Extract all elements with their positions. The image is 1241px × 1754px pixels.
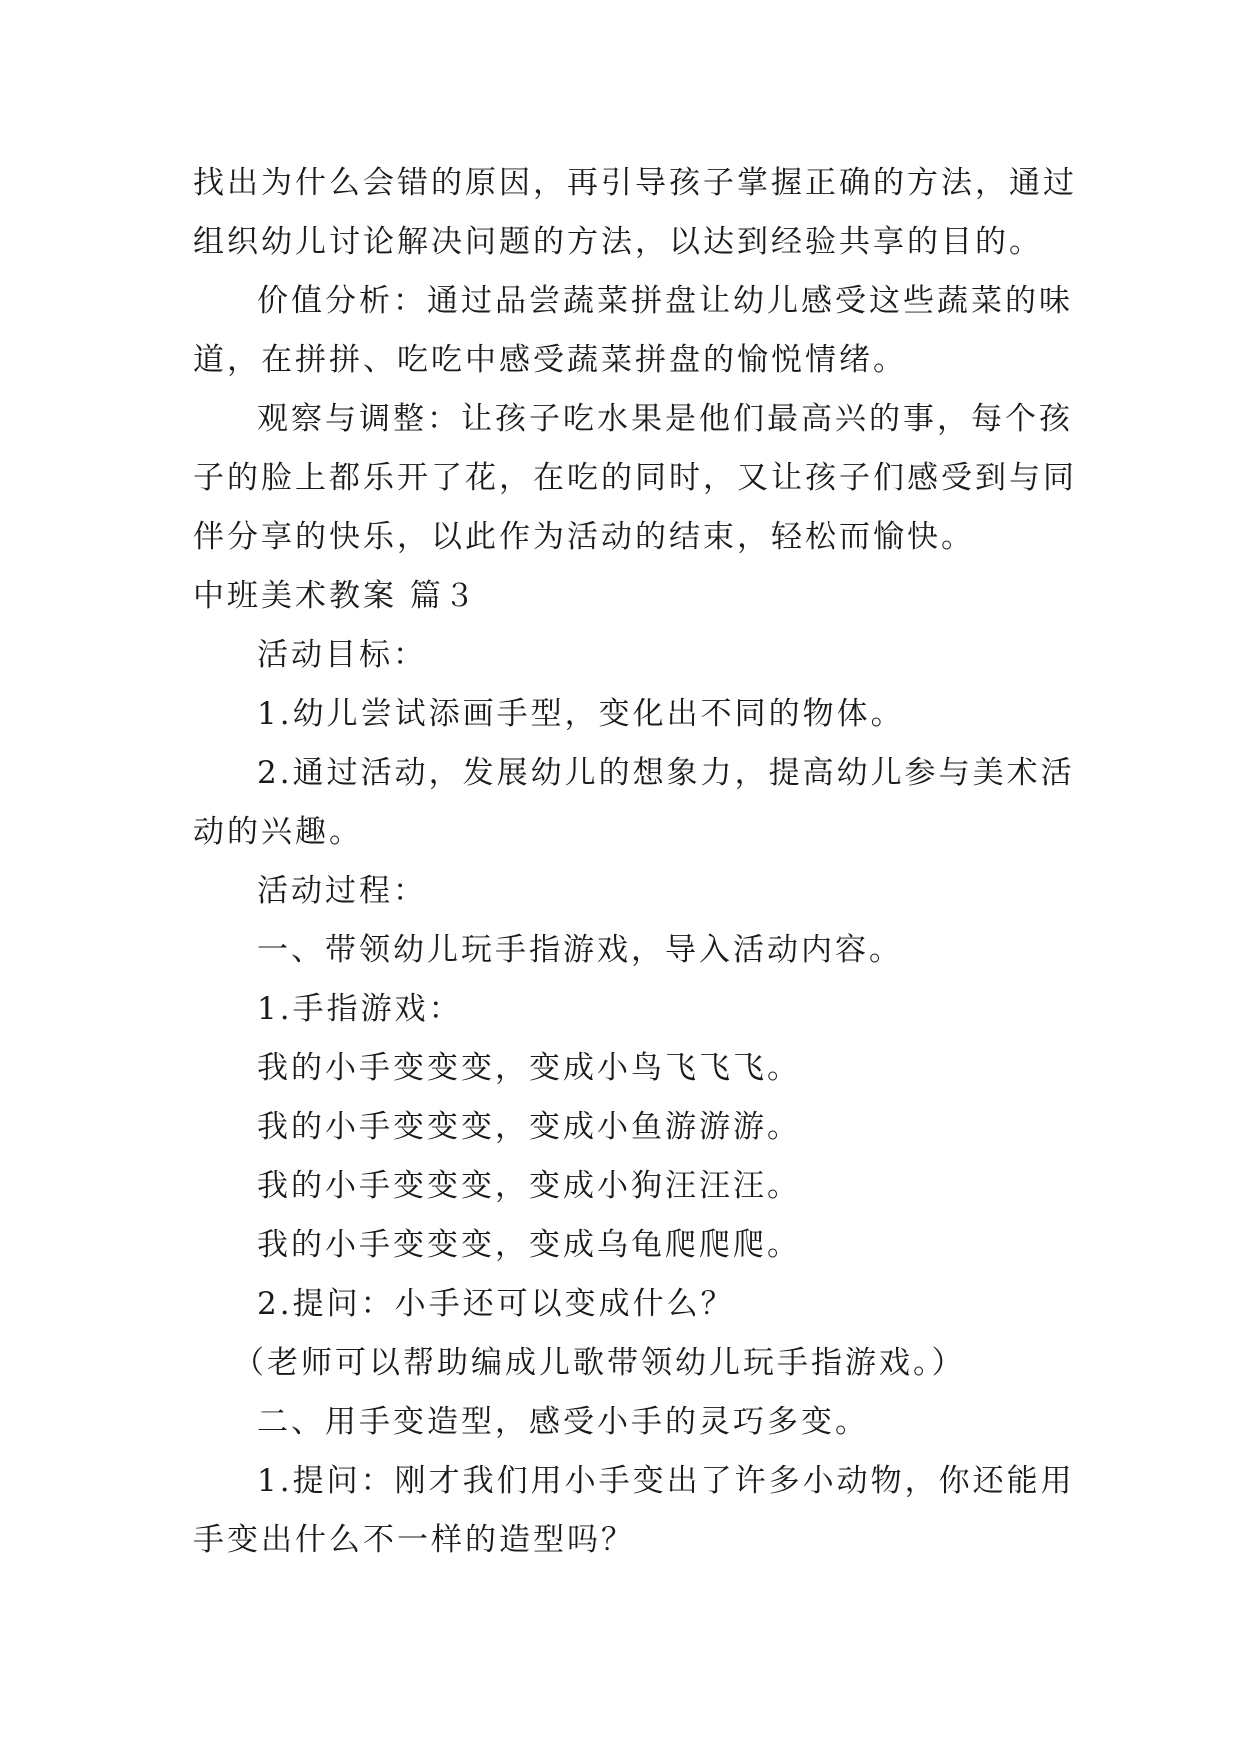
text-line: 找出为什么会错的原因，再引导孩子掌握正确的方法，通过 <box>193 165 1077 201</box>
section-heading: 中班美术教案 篇３ <box>193 578 478 614</box>
goal-item <box>193 744 1075 862</box>
paragraph-continuation <box>193 154 1077 272</box>
text-line: 组织幼儿讨论解决问题的方法，以达到经验共享的目的。 <box>193 224 1043 260</box>
text-line: 子的脸上都乐开了花，在吃的同时，又让孩子们感受到与同 <box>193 460 1077 496</box>
goal-item: 1.幼儿尝试添画手型，变化出不同的物体。 <box>257 696 905 732</box>
text-line: 观察与调整：让孩子吃水果是他们最高兴的事，每个孩 <box>257 401 1073 437</box>
text-line: 2.通过活动，发展幼儿的想象力，提高幼儿参与美术活 <box>257 755 1075 791</box>
document-body <box>193 154 1077 1570</box>
note-text: （老师可以帮助编成儿歌带领幼儿玩手指游戏。） <box>233 1345 966 1381</box>
text-line: 价值分析：通过品尝蔬菜拼盘让幼儿感受这些蔬菜的味 <box>257 283 1073 319</box>
step-heading: 一、带领幼儿玩手指游戏，导入活动内容。 <box>257 932 903 968</box>
step-item: 1.手指游戏： <box>257 991 463 1027</box>
rhyme-line: 我的小手变变变，变成小狗汪汪汪。 <box>257 1168 801 1204</box>
goals-label: 活动目标： <box>257 637 427 673</box>
text-line: 动的兴趣。 <box>193 814 363 850</box>
paragraph-observation <box>193 390 1077 567</box>
text-line: 1.提问：刚才我们用小手变出了许多小动物，你还能用 <box>257 1463 1075 1499</box>
step-item: 2.提问：小手还可以变成什么？ <box>257 1286 735 1322</box>
rhyme-line: 我的小手变变变，变成小鱼游游游。 <box>257 1109 801 1145</box>
rhyme-line: 我的小手变变变，变成小鸟飞飞飞。 <box>257 1050 801 1086</box>
text-line: 手变出什么不一样的造型吗？ <box>193 1522 635 1558</box>
paragraph-value-analysis <box>193 272 1073 390</box>
step-item <box>193 1452 1075 1570</box>
step-heading: 二、用手变造型，感受小手的灵巧多变。 <box>257 1404 869 1440</box>
text-line: 伴分享的快乐，以此作为活动的结束，轻松而愉快。 <box>193 519 975 555</box>
rhyme-line: 我的小手变变变，变成乌龟爬爬爬。 <box>257 1227 801 1263</box>
text-line: 道，在拼拼、吃吃中感受蔬菜拼盘的愉悦情绪。 <box>193 342 907 378</box>
process-label: 活动过程： <box>257 873 427 909</box>
